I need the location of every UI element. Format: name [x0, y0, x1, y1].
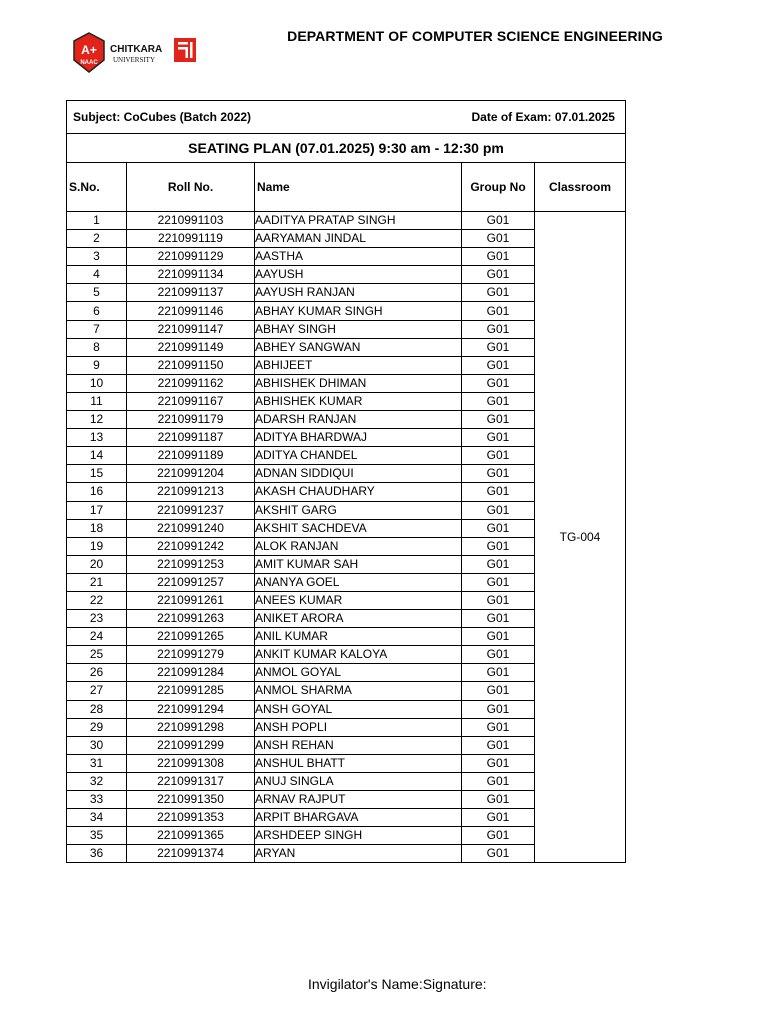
cell-roll-no: 2210991298 — [127, 718, 255, 736]
cell-group-no: G01 — [462, 736, 535, 754]
cell-group-no: G01 — [462, 809, 535, 827]
naac-grade: A+ — [81, 43, 97, 57]
cell-name: ANIKET ARORA — [255, 610, 462, 628]
cell-name: ANMOL SHARMA — [255, 682, 462, 700]
cell-name: ANSH REHAN — [255, 736, 462, 754]
cell-name: ARSHDEEP SINGH — [255, 827, 462, 845]
cell-group-no: G01 — [462, 827, 535, 845]
cell-roll-no: 2210991242 — [127, 537, 255, 555]
cell-group-no: G01 — [462, 772, 535, 790]
cell-sno: 35 — [67, 827, 127, 845]
cell-group-no: G01 — [462, 682, 535, 700]
cell-sno: 16 — [67, 483, 127, 501]
cell-name: ABHIJEET — [255, 356, 462, 374]
header-sno: S.No. — [67, 163, 127, 212]
cell-roll-no: 2210991187 — [127, 429, 255, 447]
header-group: Group No — [462, 163, 535, 212]
cell-name: ABHAY KUMAR SINGH — [255, 302, 462, 320]
header-classroom: Classroom — [535, 163, 626, 212]
cell-roll-no: 2210991237 — [127, 501, 255, 519]
cell-group-no: G01 — [462, 718, 535, 736]
cell-roll-no: 2210991285 — [127, 682, 255, 700]
cell-group-no: G01 — [462, 356, 535, 374]
cell-sno: 5 — [67, 284, 127, 302]
cell-name: ANIL KUMAR — [255, 628, 462, 646]
cell-roll-no: 2210991213 — [127, 483, 255, 501]
cell-sno: 15 — [67, 465, 127, 483]
cell-name: AMIT KUMAR SAH — [255, 555, 462, 573]
cell-group-no: G01 — [462, 537, 535, 555]
cell-sno: 10 — [67, 374, 127, 392]
cell-name: ARPIT BHARGAVA — [255, 809, 462, 827]
cell-group-no: G01 — [462, 664, 535, 682]
cell-group-no: G01 — [462, 519, 535, 537]
cell-name: ADITYA BHARDWAJ — [255, 429, 462, 447]
cell-group-no: G01 — [462, 338, 535, 356]
cell-sno: 19 — [67, 537, 127, 555]
cell-sno: 21 — [67, 573, 127, 591]
cell-group-no: G01 — [462, 266, 535, 284]
cell-group-no: G01 — [462, 501, 535, 519]
cell-roll-no: 2210991353 — [127, 809, 255, 827]
cell-name: AADITYA PRATAP SINGH — [255, 212, 462, 230]
cell-group-no: G01 — [462, 483, 535, 501]
cell-name: ARNAV RAJPUT — [255, 791, 462, 809]
cell-group-no: G01 — [462, 284, 535, 302]
cell-group-no: G01 — [462, 374, 535, 392]
cell-roll-no: 2210991162 — [127, 374, 255, 392]
cell-sno: 7 — [67, 320, 127, 338]
cell-roll-no: 2210991149 — [127, 338, 255, 356]
cell-sno: 12 — [67, 411, 127, 429]
cell-sno: 30 — [67, 736, 127, 754]
table-row — [67, 212, 626, 230]
cell-group-no: G01 — [462, 248, 535, 266]
cell-group-no: G01 — [462, 646, 535, 664]
cell-name: ABHISHEK DHIMAN — [255, 374, 462, 392]
cell-name: ADARSH RANJAN — [255, 411, 462, 429]
cell-name: ANUJ SINGLA — [255, 772, 462, 790]
cell-group-no: G01 — [462, 610, 535, 628]
logo-subname: UNIVERSITY — [113, 56, 155, 64]
cell-group-no: G01 — [462, 429, 535, 447]
cell-sno: 11 — [67, 392, 127, 410]
cell-name: AKSHIT SACHDEVA — [255, 519, 462, 537]
cell-name: ANKIT KUMAR KALOYA — [255, 646, 462, 664]
cell-sno: 22 — [67, 591, 127, 609]
cell-sno: 9 — [67, 356, 127, 374]
cell-roll-no: 2210991167 — [127, 392, 255, 410]
cell-name: AARYAMAN JINDAL — [255, 230, 462, 248]
cell-sno: 14 — [67, 447, 127, 465]
cell-group-no: G01 — [462, 754, 535, 772]
cell-sno: 2 — [67, 230, 127, 248]
cell-sno: 1 — [67, 212, 127, 230]
cell-sno: 13 — [67, 429, 127, 447]
cell-name: ABHAY SINGH — [255, 320, 462, 338]
cell-sno: 29 — [67, 718, 127, 736]
cell-sno: 18 — [67, 519, 127, 537]
cell-roll-no: 2210991265 — [127, 628, 255, 646]
cell-roll-no: 2210991263 — [127, 610, 255, 628]
cell-name: AAYUSH — [255, 266, 462, 284]
cell-roll-no: 2210991253 — [127, 555, 255, 573]
header-name: Name — [255, 163, 462, 212]
cell-roll-no: 2210991257 — [127, 573, 255, 591]
cell-sno: 36 — [67, 845, 127, 863]
exam-date: Date of Exam: 07.01.2025 — [462, 101, 626, 134]
cell-roll-no: 2210991261 — [127, 591, 255, 609]
cell-roll-no: 2210991129 — [127, 248, 255, 266]
cell-roll-no: 2210991365 — [127, 827, 255, 845]
cell-name: ANSHUL BHATT — [255, 754, 462, 772]
seating-plan-title: SEATING PLAN (07.01.2025) 9:30 am - 12:30 pm — [67, 134, 626, 163]
cell-group-no: G01 — [462, 212, 535, 230]
cell-name: AKSHIT GARG — [255, 501, 462, 519]
cell-roll-no: 2210991279 — [127, 646, 255, 664]
cell-roll-no: 2210991134 — [127, 266, 255, 284]
cell-group-no: G01 — [462, 230, 535, 248]
exam-subject: Subject: CoCubes (Batch 2022) — [67, 101, 462, 134]
cell-sno: 33 — [67, 791, 127, 809]
cell-roll-no: 2210991308 — [127, 754, 255, 772]
invigilator-footer: Invigilator's Name:Signature: — [308, 976, 487, 992]
cell-name: AKASH CHAUDHARY — [255, 483, 462, 501]
cell-name: ARYAN — [255, 845, 462, 863]
cell-classroom: TG-004 — [535, 212, 626, 863]
cell-group-no: G01 — [462, 447, 535, 465]
cell-sno: 25 — [67, 646, 127, 664]
cell-name: ADNAN SIDDIQUI — [255, 465, 462, 483]
cell-sno: 34 — [67, 809, 127, 827]
cell-sno: 17 — [67, 501, 127, 519]
cell-sno: 31 — [67, 754, 127, 772]
cell-roll-no: 2210991350 — [127, 791, 255, 809]
cell-name: ABHEY SANGWAN — [255, 338, 462, 356]
cell-group-no: G01 — [462, 302, 535, 320]
cell-group-no: G01 — [462, 320, 535, 338]
cell-roll-no: 2210991147 — [127, 320, 255, 338]
naac-label: NAAC — [80, 60, 98, 66]
cell-group-no: G01 — [462, 791, 535, 809]
cell-name: ADITYA CHANDEL — [255, 447, 462, 465]
cell-group-no: G01 — [462, 392, 535, 410]
cell-roll-no: 2210991179 — [127, 411, 255, 429]
cell-sno: 32 — [67, 772, 127, 790]
cell-group-no: G01 — [462, 845, 535, 863]
cell-roll-no: 2210991294 — [127, 700, 255, 718]
cell-group-no: G01 — [462, 591, 535, 609]
cell-sno: 24 — [67, 628, 127, 646]
cell-group-no: G01 — [462, 555, 535, 573]
cell-group-no: G01 — [462, 628, 535, 646]
cell-sno: 6 — [67, 302, 127, 320]
seating-plan-table — [66, 100, 626, 863]
cell-name: AASTHA — [255, 248, 462, 266]
cell-roll-no: 2210991189 — [127, 447, 255, 465]
cell-sno: 20 — [67, 555, 127, 573]
table-header-row — [67, 163, 626, 212]
cell-roll-no: 2210991299 — [127, 736, 255, 754]
cell-roll-no: 2210991374 — [127, 845, 255, 863]
header-roll: Roll No. — [127, 163, 255, 212]
cell-sno: 27 — [67, 682, 127, 700]
cell-group-no: G01 — [462, 573, 535, 591]
cell-name: ANMOL GOYAL — [255, 664, 462, 682]
cell-roll-no: 2210991150 — [127, 356, 255, 374]
cell-sno: 3 — [67, 248, 127, 266]
department-title: DEPARTMENT OF COMPUTER SCIENCE ENGINEERING — [287, 28, 663, 44]
cell-roll-no: 2210991240 — [127, 519, 255, 537]
cell-name: ABHISHEK KUMAR — [255, 392, 462, 410]
cell-sno: 28 — [67, 700, 127, 718]
cell-name: AAYUSH RANJAN — [255, 284, 462, 302]
cell-group-no: G01 — [462, 700, 535, 718]
cell-sno: 26 — [67, 664, 127, 682]
cell-roll-no: 2210991119 — [127, 230, 255, 248]
cell-name: ALOK RANJAN — [255, 537, 462, 555]
logo-name: CHITKARA — [110, 44, 163, 55]
cell-sno: 4 — [67, 266, 127, 284]
cell-name: ANEES KUMAR — [255, 591, 462, 609]
cell-name: ANSH GOYAL — [255, 700, 462, 718]
chitkara-university-logo — [70, 32, 200, 78]
cell-name: ANSH POPLI — [255, 718, 462, 736]
cell-roll-no: 2210991146 — [127, 302, 255, 320]
cell-roll-no: 2210991284 — [127, 664, 255, 682]
cell-group-no: G01 — [462, 465, 535, 483]
cell-roll-no: 2210991103 — [127, 212, 255, 230]
cell-sno: 23 — [67, 610, 127, 628]
cell-roll-no: 2210991204 — [127, 465, 255, 483]
cell-group-no: G01 — [462, 411, 535, 429]
cell-roll-no: 2210991317 — [127, 772, 255, 790]
cell-roll-no: 2210991137 — [127, 284, 255, 302]
chitkara-mark-icon — [174, 38, 196, 62]
cell-sno: 8 — [67, 338, 127, 356]
cell-name: ANANYA GOEL — [255, 573, 462, 591]
